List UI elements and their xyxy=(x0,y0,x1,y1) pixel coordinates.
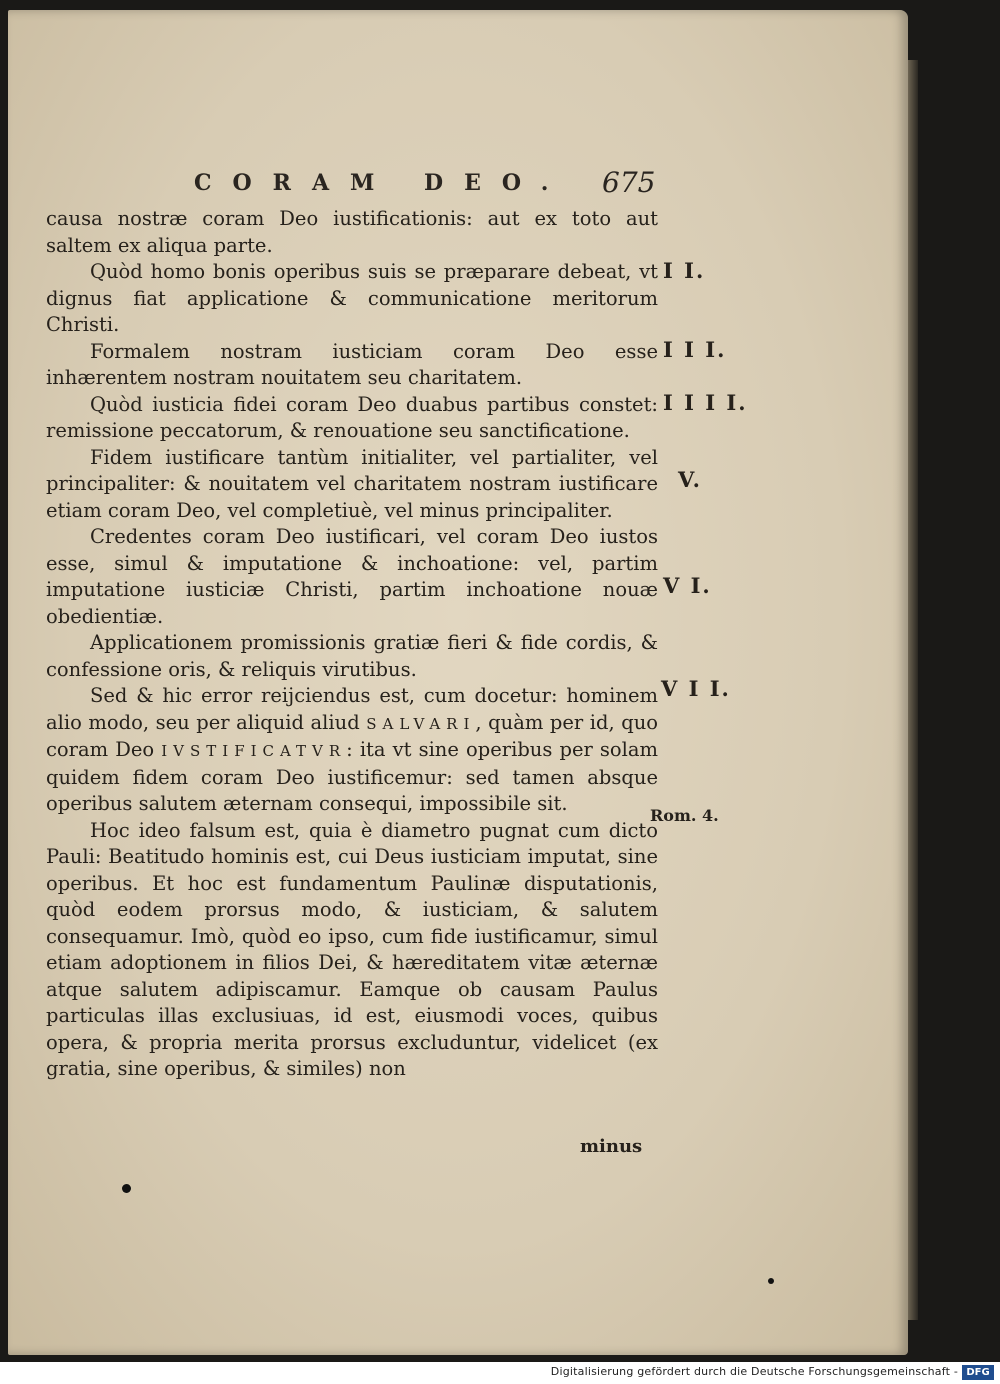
ink-dot xyxy=(122,1184,131,1193)
paragraph-9: Hoc ideo falsum est, quia è diametro pugnat cum dicto Pauli: Beatitudo hominis est, cui Deus iusticiam imputat, sine operibus. Et hoc est fundamentum Paulinæ disputationis, quòd eodem prorsus modo, & iusticiam, & salutem consequamur. Imò, quòd eo ipso, cum fide iustificamur, simul etiam adoptionem in filios Dei, & hæreditatem vitæ æternæ atque salutem adipiscamur. Eamque ob causam Paulus particulas illas exclusiuas, id est, eiusmodi voces, quibus opera, & propria merita prorsus excluduntur, videlicet (ex gratia, sine operibus, & similes) non xyxy=(46,818,658,1080)
dfg-logo: DFG xyxy=(962,1365,994,1380)
ink-dot xyxy=(768,1278,774,1284)
paragraph-8 xyxy=(46,683,658,818)
margin-note-7: V I I. xyxy=(661,676,731,701)
catchword: minus xyxy=(580,1136,643,1157)
paragraph-4: Quòd iusticia fidei coram Deo duabus partibus constet: remissione peccatorum, & renouatione seu sanctificatione. xyxy=(46,392,658,442)
paragraph-1: causa nostræ coram Deo iustificationis: aut ex toto aut saltem ex aliqua parte. xyxy=(46,207,658,257)
body-text xyxy=(46,206,658,1083)
small-caps-salvari: SALVARI xyxy=(366,714,476,733)
paragraph-6: Credentes coram Deo iustificari, vel coram Deo iustos esse, simul & imputatione & inchoatione: vel, partim imputatione iusticiæ Christi, partim inchoatione nouæ obedientiæ. xyxy=(46,525,658,628)
small-caps-iustificatur: IVSTIFICATVR xyxy=(161,742,347,760)
margin-note-3: I I I. xyxy=(663,337,727,362)
paragraph-2: Quòd homo bonis operibus suis se præparare debeat, vt dignus fiat applicatione & communicatione meritorum Christi. xyxy=(46,260,658,336)
paragraph-8-part-1: Sed & hic error reijciendus est, cum docetur: hominem alio modo, seu per aliquid aliud xyxy=(46,684,658,734)
margin-note-5: V. xyxy=(678,467,702,492)
book-page xyxy=(8,10,908,1355)
footer-credit: Digitalisierung gefördert durch die Deutsche Forschungsgemeinschaft - xyxy=(550,1365,958,1378)
running-head: CORAM DEO. xyxy=(194,170,570,196)
margin-note-2: I I. xyxy=(663,258,706,283)
paragraph-5: Fidem iustificare tantùm initialiter, vel partialiter, vel principaliter: & nouitatem vel charitatem nostram iustificare etiam coram Deo, vel completiuè, vel minus principaliter. xyxy=(46,445,658,522)
paragraph-8-part-3: : ita vt sine operibus per solam quidem fidem coram Deo iustificemur: sed tamen absque operibus salutem æternam consequi, impossibile sit. xyxy=(46,738,659,815)
margin-note-6: V I. xyxy=(663,573,712,598)
paragraph-7: Applicationem promissionis gratiæ fieri & fide cordis, & confessione oris, & reliquis virutibus. xyxy=(46,631,658,681)
margin-note-4: I I I I. xyxy=(663,390,748,415)
paragraph-8-part-2: , quàm per id, quo coram Deo xyxy=(46,710,659,761)
page-edge xyxy=(908,60,918,1320)
footer-bar xyxy=(0,1362,1000,1384)
paragraph-3: Formalem nostram iusticiam coram Deo esse inhærentem nostram nouitatem seu charitatem. xyxy=(46,339,658,389)
margin-note-rom: Rom. 4. xyxy=(650,806,719,825)
page-number: 675 xyxy=(602,166,656,199)
